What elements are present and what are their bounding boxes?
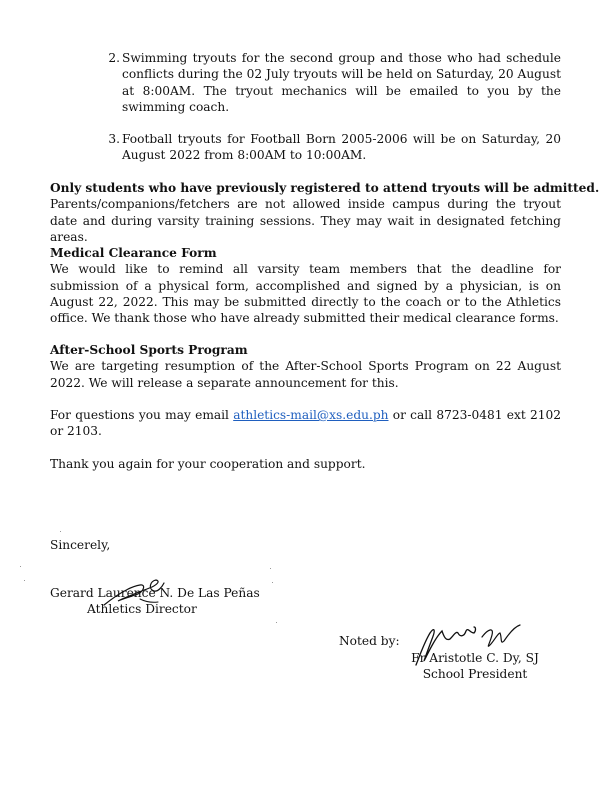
president-title: School President — [422, 667, 528, 681]
scan-speck — [270, 568, 271, 569]
medical-heading: Medical Clearance Form — [50, 246, 217, 260]
after-school-heading: After-School Sports Program — [50, 343, 248, 357]
list-number: 3. — [108, 132, 120, 146]
scan-speck — [24, 580, 25, 581]
thanks-line: Thank you again for your cooperation and support. — [50, 457, 366, 471]
medical-body: We would like to remind all varsity team members that the deadline for submission of a physical form, accomplished and signed by a physician, is on August 22, 2022. This may be submitted directly to the coach or to the Athletics office. We thank those who have already submitted their medical clearance forms. — [50, 262, 561, 326]
scan-speck — [20, 566, 21, 567]
email-link[interactable]: athletics-mail@xs.edu.ph — [233, 408, 389, 422]
contact-after: or call 8723-0481 ext 2102 or 2103. — [50, 408, 561, 439]
after-school-body: We are targeting resumption of the After-School Sports Program on 22 August 2022. We will release a separate announcement for this. — [50, 359, 561, 390]
after-school-section — [50, 342, 561, 391]
tryout-notice-bold: Only students who have previously registered to attend tryouts will be admitted. — [50, 181, 600, 195]
list-item-text: Football tryouts for Football Born 2005-2006 will be on Saturday, 20 August 2022 from 8:00AM to 10:00AM. — [122, 132, 561, 163]
list-number: 2. — [108, 51, 120, 65]
contact-paragraph — [50, 407, 561, 440]
list-item-text: Swimming tryouts for the second group and those who had schedule conflicts during the 02 July tryouts will be held on Saturday, 20 August at 8:00AM. The tryout mechanics will be emailed to you by the swimming coach. — [122, 51, 561, 114]
signatory-name: Gerard Laurence N. De Las Peñas — [50, 586, 260, 600]
medical-section — [50, 245, 561, 326]
president-name: Fr Aristotle C. Dy, SJ — [411, 651, 539, 665]
tryout-notice — [50, 180, 600, 245]
closing-line: Sincerely, — [50, 538, 111, 552]
scan-speck — [272, 582, 273, 583]
noted-by-label: Noted by: — [339, 634, 400, 648]
contact-before: For questions you may email — [50, 408, 234, 422]
scan-speck — [276, 622, 277, 623]
signatory-title: Athletics Director — [87, 602, 197, 616]
scan-speck — [60, 531, 61, 532]
tryout-notice-body: Parents/companions/fetchers are not allowed inside campus during the tryout date and during varsity training sessions. They may wait in designated fetching areas. — [50, 197, 561, 244]
